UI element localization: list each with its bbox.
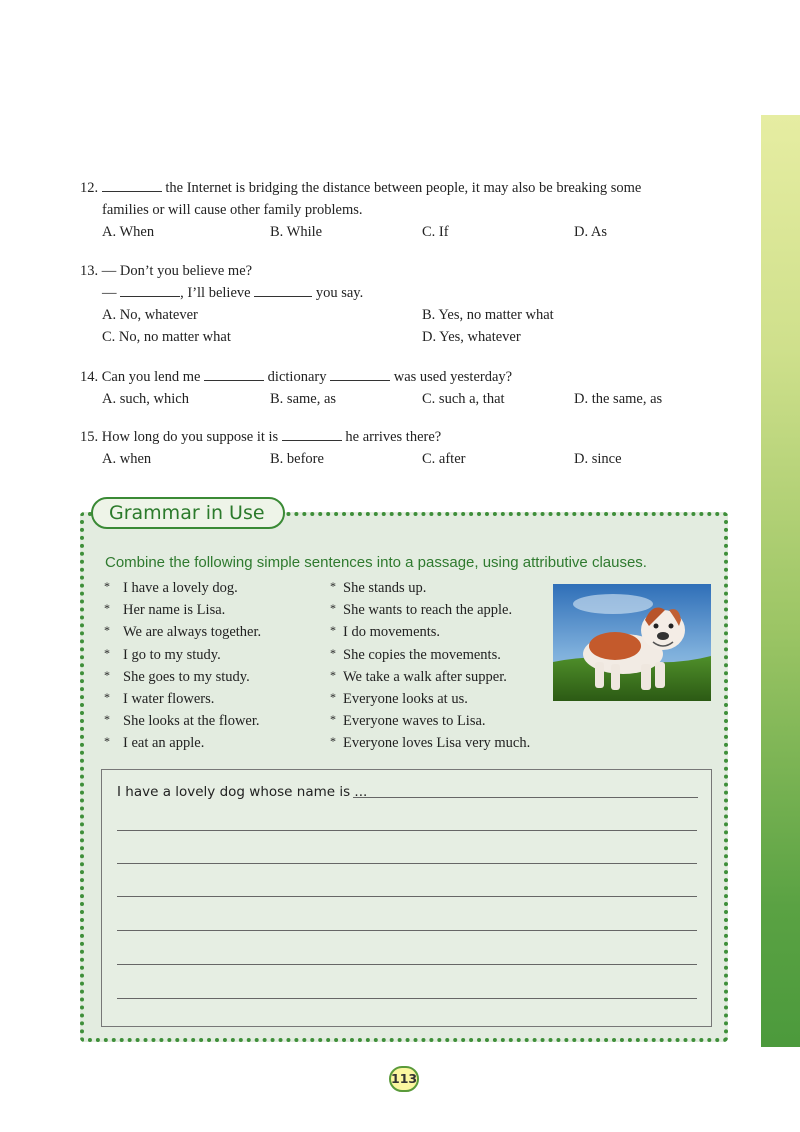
option-a[interactable]: A. No, whatever [102, 307, 198, 323]
writing-prompt: I have a lovely dog whose name is ... [117, 784, 368, 800]
question-15 [80, 426, 622, 470]
question-prompt: — Don’t you believe me? [101, 263, 253, 279]
list-item: * I do movements. [330, 621, 530, 643]
options-row-2 [80, 326, 554, 348]
writing-line[interactable] [353, 797, 698, 798]
question-13 [80, 260, 554, 348]
sentence-list-right [330, 577, 530, 755]
options [80, 388, 662, 410]
question-text-cont: families or will cause other family problems. [102, 202, 363, 218]
list-item: * She goes to my study. [104, 666, 261, 688]
list-item: * Everyone loves Lisa very much. [330, 732, 530, 754]
list-item: * She stands up. [330, 577, 530, 599]
reply-text-b: you say. [315, 285, 364, 301]
question-number: 12. [80, 180, 99, 196]
section-title: Grammar in Use [91, 497, 285, 529]
list-item: * She looks at the flower. [104, 710, 261, 732]
list-item: * I go to my study. [104, 644, 261, 666]
list-item: * I eat an apple. [104, 732, 261, 754]
writing-line[interactable] [117, 930, 697, 931]
question-number: 15. [80, 429, 99, 445]
question-text: the Internet is bridging the distance between people, it may also be breaking some [165, 180, 642, 196]
option-b[interactable]: B. While [270, 224, 323, 240]
option-c[interactable]: C. after [422, 451, 466, 467]
option-b[interactable]: B. before [270, 451, 324, 467]
question-text-b: he arrives there? [345, 429, 442, 445]
option-c[interactable]: C. No, no matter what [102, 329, 231, 345]
writing-line[interactable] [117, 896, 697, 897]
question-text-a: Can you lend me [101, 369, 201, 385]
page-number: 113 [389, 1066, 419, 1092]
option-d[interactable]: D. since [574, 451, 622, 467]
writing-box[interactable] [101, 769, 712, 1027]
question-number: 14. [80, 369, 99, 385]
list-item: * Her name is Lisa. [104, 599, 261, 621]
question-text-c: was used yesterday? [393, 369, 513, 385]
answer-blank[interactable] [282, 428, 342, 441]
list-item: * I have a lovely dog. [104, 577, 261, 599]
answer-blank-2[interactable] [330, 368, 390, 381]
option-a[interactable]: A. such, which [102, 391, 189, 407]
sidebar-color-tab [761, 115, 800, 1047]
reply-text-a: , I’ll believe [180, 285, 251, 301]
list-item: * She copies the movements. [330, 644, 530, 666]
bulldog-illustration [553, 584, 711, 701]
bulldog-photo [553, 584, 711, 701]
option-a[interactable]: A. When [102, 224, 155, 240]
options [80, 448, 622, 470]
question-14 [80, 366, 662, 410]
writing-line[interactable] [117, 964, 697, 965]
reply-dash: — [102, 285, 117, 301]
writing-line[interactable] [117, 998, 697, 999]
answer-blank-2[interactable] [254, 284, 312, 297]
list-item: * We take a walk after supper. [330, 666, 530, 688]
list-item: * Everyone looks at us. [330, 688, 530, 710]
option-a[interactable]: A. when [102, 451, 152, 467]
question-number: 13. [80, 263, 99, 279]
answer-blank-1[interactable] [204, 368, 264, 381]
option-d[interactable]: D. the same, as [574, 391, 663, 407]
answer-blank[interactable] [102, 179, 162, 192]
option-d[interactable]: D. Yes, whatever [422, 329, 521, 345]
sentence-list-left [104, 577, 261, 755]
list-item: * We are always together. [104, 621, 261, 643]
writing-line[interactable] [117, 830, 697, 831]
question-text-a: How long do you suppose it is [101, 429, 279, 445]
writing-line[interactable] [117, 863, 697, 864]
option-c[interactable]: C. such a, that [422, 391, 505, 407]
question-text-b: dictionary [267, 369, 327, 385]
option-b[interactable]: B. same, as [270, 391, 337, 407]
list-item: * I water flowers. [104, 688, 261, 710]
list-item: * Everyone waves to Lisa. [330, 710, 530, 732]
answer-blank-1[interactable] [120, 284, 180, 297]
grammar-instruction: Combine the following simple sentences into a passage, using attributive clauses. [105, 554, 647, 571]
option-b[interactable]: B. Yes, no matter what [422, 307, 554, 323]
option-d[interactable]: D. As [574, 224, 608, 240]
list-item: * She wants to reach the apple. [330, 599, 530, 621]
options [80, 221, 641, 243]
question-12 [80, 177, 641, 243]
option-c[interactable]: C. If [422, 224, 449, 240]
options-row-1 [80, 304, 554, 326]
